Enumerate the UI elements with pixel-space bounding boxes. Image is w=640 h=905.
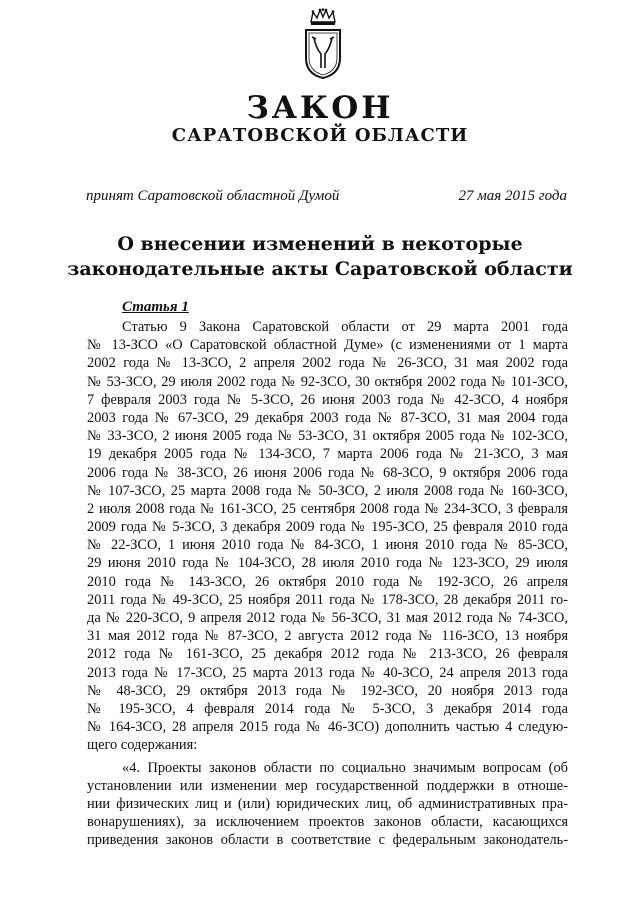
coat-of-arms-icon [302, 8, 344, 80]
text-line: установлении или изменении мер государственной поддержки в отноше- [87, 777, 568, 794]
text-line: 29 июня 2010 года № 104-ЗСО, 28 июля 2010 года № 123-ЗСО, 29 июля [87, 555, 568, 572]
text-line: 2013 года № 17-ЗСО, 25 марта 2013 года № 40-ЗСО, 24 апреля 2013 года [87, 664, 568, 681]
text-line: щего содержания: [87, 737, 198, 754]
text-line: 2002 года № 13-ЗСО, 2 апреля 2002 года № 26-ЗСО, 31 мая 2002 года [87, 355, 568, 372]
document-title: ЗАКОН [246, 90, 394, 126]
text-line: № 48-ЗСО, 29 октября 2013 года № 192-ЗСО, 20 ноября 2013 года [87, 682, 568, 699]
text-line: Статью 9 Закона Саратовской области от 29 марта 2001 года [122, 319, 568, 335]
text-line: нии физических лиц и (или) юридических лиц, об административных пра- [87, 795, 568, 812]
text-line: 2 июля 2008 года № 161-ЗСО, 25 сентября 2008 года № 234-ЗСО, 3 февраля [87, 500, 568, 517]
adopted-by-text: принят Саратовской областной Думой [86, 188, 340, 204]
text-line: № 164-ЗСО, 28 апреля 2015 года № 46-ЗСО) дополнить частью 4 следую- [87, 719, 568, 736]
text-line: № 33-ЗСО, 2 июня 2005 года № 53-ЗСО, 31 октября 2005 года № 102-ЗСО, [87, 428, 568, 445]
law-heading-line: О внесении изменений в некоторые [117, 233, 523, 255]
text-line: приведения законов области в соответствие с федеральным законодатель- [87, 832, 568, 849]
text-line: № 53-ЗСО, 29 июля 2002 года № 92-ЗСО, 30 октября 2002 года № 101-ЗСО, [87, 373, 568, 390]
document-subtitle: САРАТОВСКОЙ ОБЛАСТИ [171, 125, 469, 146]
text-line: № 22-ЗСО, 1 июня 2010 года № 84-ЗСО, 1 июня 2010 года № 85-ЗСО, [87, 537, 568, 554]
text-line: 19 декабря 2005 года № 134-ЗСО, 7 марта 2006 года № 21-ЗСО, 3 мая [87, 446, 568, 463]
law-heading-line: законодательные акты Саратовской области [67, 258, 573, 280]
text-line: 2010 года № 143-ЗСО, 26 октября 2010 года № 192-ЗСО, 26 апреля [87, 573, 568, 590]
text-line: «4. Проекты законов области по социально значимым вопросам (об [122, 759, 568, 776]
law-heading [0, 232, 640, 282]
article-body [87, 318, 568, 849]
text-line: № 107-ЗСО, 25 марта 2008 года № 50-ЗСО, 2 июля 2008 года № 160-ЗСО, [87, 482, 568, 499]
text-line: № 13-ЗСО «О Саратовской областной Думе» (с изменениями от 1 марта [87, 337, 568, 354]
text-line: 7 февраля 2003 года № 5-ЗСО, 26 июня 2003 года № 42-ЗСО, 4 ноября [87, 391, 568, 408]
text-line: 2009 года № 5-ЗСО, 3 декабря 2009 года № 195-ЗСО, 25 февраля 2010 года [87, 519, 568, 536]
adoption-date: 27 мая 2015 года [458, 188, 567, 204]
text-line: 31 мая 2012 года № 87-ЗСО, 2 августа 2012 года № 116-ЗСО, 13 ноября [87, 628, 568, 645]
text-line: 2003 года № 67-ЗСО, 29 декабря 2003 года № 87-ЗСО, 31 мая 2004 года [87, 409, 568, 426]
text-line: вонарушениях), за исключением проектов законов области, касающихся [87, 814, 568, 831]
text-line: 2012 года № 161-ЗСО, 25 декабря 2012 года № 213-ЗСО, 26 февраля [87, 646, 568, 663]
text-line: 2011 года № 49-ЗСО, 25 ноября 2011 года № 178-ЗСО, 28 декабря 2011 го- [87, 591, 568, 608]
text-line: 2006 года № 38-ЗСО, 26 июня 2006 года № 68-ЗСО, 9 октября 2006 года [87, 464, 568, 481]
text-line: № 195-ЗСО, 4 февраля 2014 года № 5-ЗСО, 3 декабря 2014 года [87, 700, 568, 717]
article-title: Статья 1 [122, 299, 189, 315]
text-line: да № 220-ЗСО, 9 апреля 2012 года № 56-ЗСО, 31 мая 2012 года № 74-ЗСО, [87, 610, 568, 626]
